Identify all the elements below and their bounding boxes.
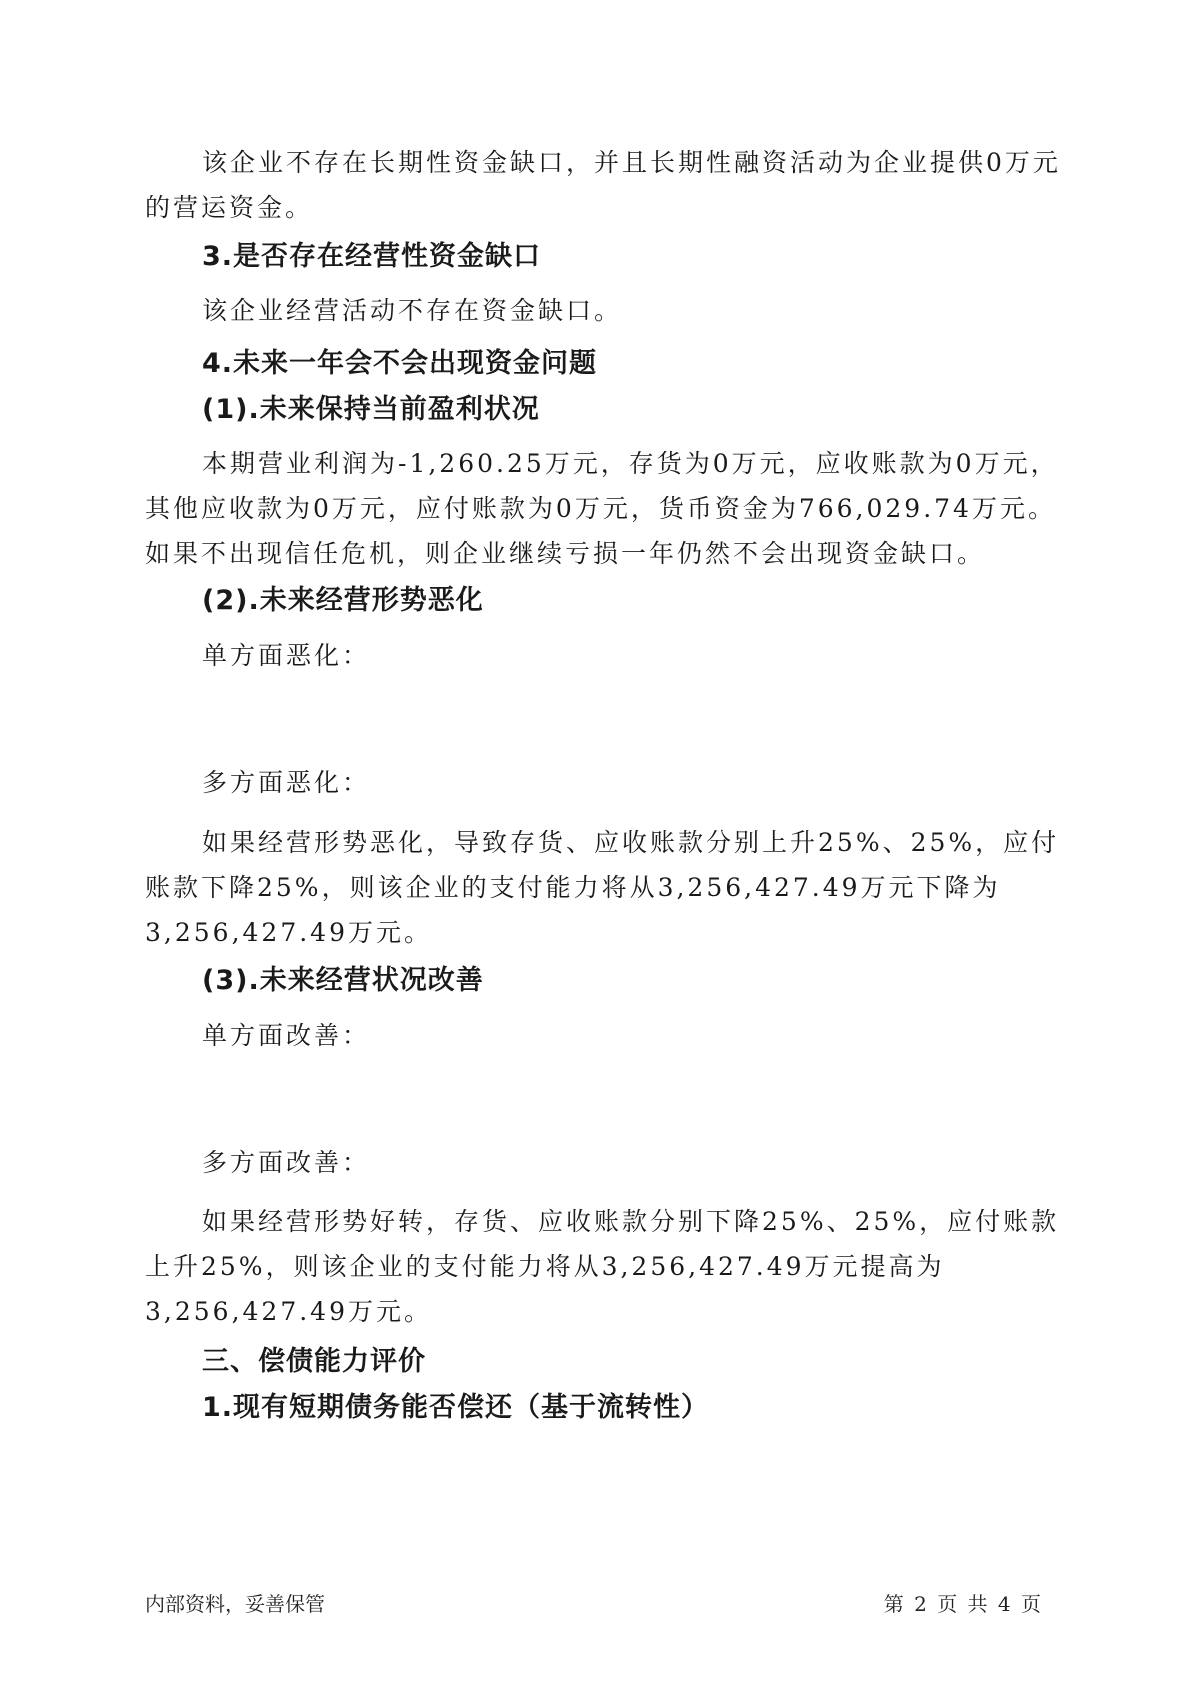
paragraph-worsen-detail: 如果经营形势恶化，导致存货、应收账款分别上升25%、25%，应付账款下降25%，则该企业的支付能力将从3,256,427.49万元下降为3,256,427.49万元。 (145, 828, 1060, 947)
paragraph-operating-gap: 该企业经营活动不存在资金缺口。 (202, 296, 623, 325)
heading-improve: (3).未来经营状况改善 (202, 965, 484, 996)
label-single-worsen: 单方面恶化： (202, 641, 371, 670)
footer-confidential: 内部资料，妥善保管 (145, 1592, 325, 1616)
heading-maintain-profit: (1).未来保持当前盈利状况 (202, 394, 540, 425)
label-multi-improve: 多方面改善： (202, 1148, 371, 1177)
paragraph-maintain-profit: 本期营业利润为-1,260.25万元，存货为0万元，应收账款为0万元，其他应收款为0万元，应付账款为0万元，货币资金为766,029.74万元。如果不出现信任危机，则企业继续亏损一年仍然不会出现资金缺口。 (145, 449, 1059, 568)
label-single-improve: 单方面改善： (202, 1021, 371, 1050)
footer-page-number: 第 2 页 共 4 页 (883, 1592, 1041, 1616)
heading-short-term-debt: 1.现有短期债务能否偿还（基于流转性） (202, 1392, 710, 1423)
heading-next-year-funding: 4.未来一年会不会出现资金问题 (202, 348, 598, 379)
heading-debt-capacity: 三、偿债能力评价 (202, 1346, 426, 1377)
heading-operating-gap: 3.是否存在经营性资金缺口 (202, 241, 542, 272)
heading-worsen: (2).未来经营形势恶化 (202, 585, 484, 616)
paragraph-long-term-gap: 该企业不存在长期性资金缺口，并且长期性融资活动为企业提供0万元的营运资金。 (145, 148, 1061, 222)
label-multi-worsen: 多方面恶化： (202, 768, 371, 797)
paragraph-improve-detail: 如果经营形势好转，存货、应收账款分别下降25%、25%，应付账款上升25%，则该企业的支付能力将从3,256,427.49万元提高为3,256,427.49万元。 (145, 1207, 1060, 1326)
